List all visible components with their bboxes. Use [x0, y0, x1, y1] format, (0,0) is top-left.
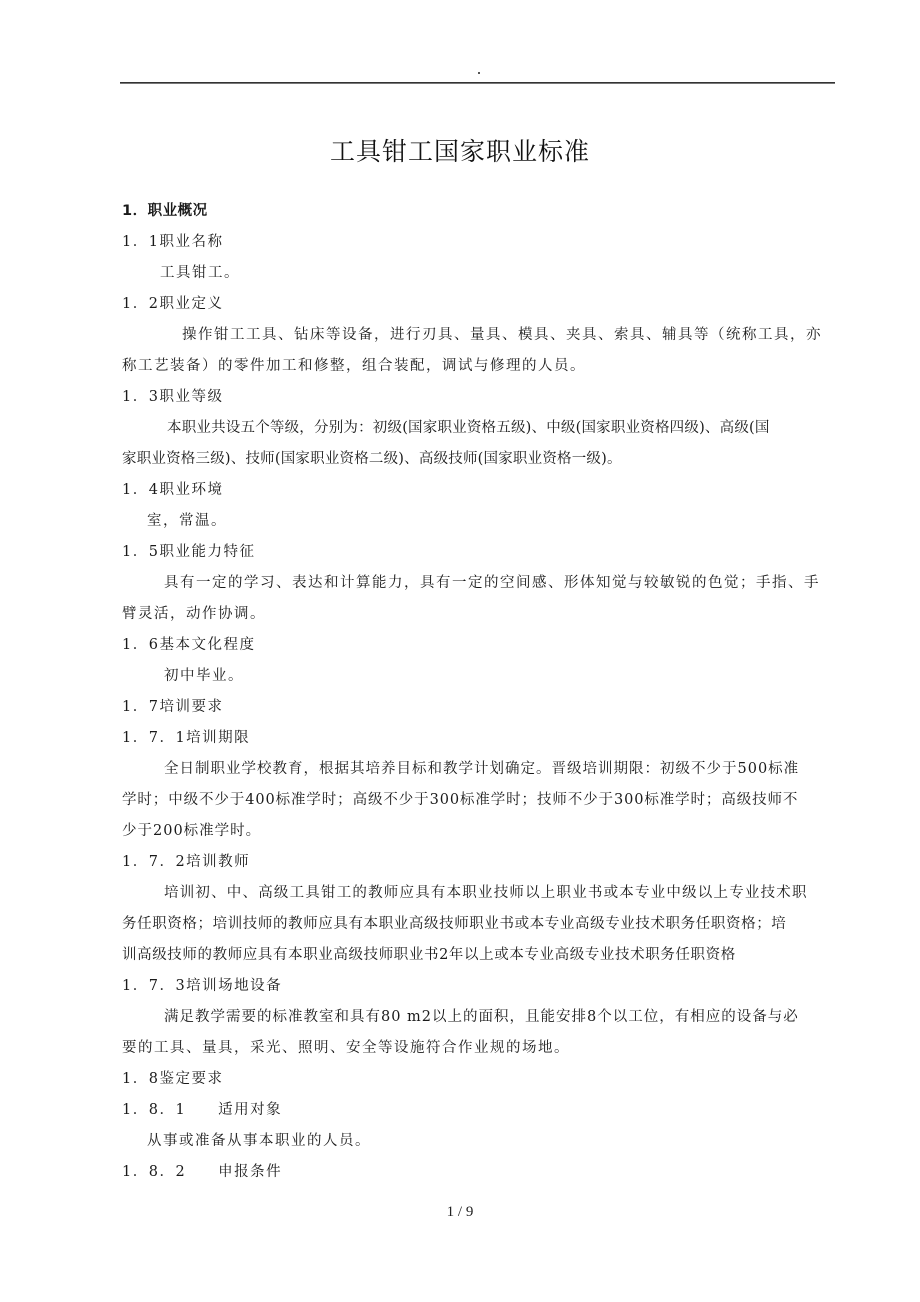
section-body-line: 少于200标准学时。 — [122, 823, 262, 839]
section-body-line: 要的工具、量具，采光、照明、安全等设施符合作业规的场地。 — [122, 1040, 570, 1056]
section-heading: 1．8．1 适用对象 — [122, 1102, 283, 1118]
section-heading: 1．7．3培训场地设备 — [122, 978, 283, 994]
section-heading: 1．8．2 申报条件 — [122, 1164, 283, 1180]
section-heading: 1．8鉴定要求 — [122, 1071, 224, 1087]
section-body-line: 全日制职业学校教育，根据其培养目标和教学计划确定。晋级培训期限：初级不少于500标准 — [164, 761, 800, 777]
section-body-line: 家职业资格三级)、技师(国家职业资格二级)、高级技师(国家职业资格一级)。 — [122, 451, 622, 467]
section-heading: 1．7．1培训期限 — [122, 730, 251, 746]
section-heading: 1．1职业名称 — [122, 234, 224, 250]
section-body: 初中毕业。 — [164, 668, 244, 684]
section-heading: 1．7培训要求 — [122, 699, 224, 715]
section-heading: 1．5职业能力特征 — [122, 544, 256, 560]
section-body: 室，常温。 — [147, 513, 227, 529]
header-divider — [120, 82, 835, 84]
section-body-line: 具有一定的学习、表达和计算能力，具有一定的空间感、形体知觉与较敏锐的色觉；手指、手 — [164, 575, 820, 591]
section-body-line: 学时；中级不少于400标准学时；高级不少于300标准学时；技师不少于300标准学时；高级技师不 — [122, 792, 799, 808]
section-heading: 1．3职业等级 — [122, 389, 224, 405]
section-body-line: 训高级技师的教师应具有本职业高级技师职业书2年以上或本专业高级专业技术职务任职资格 — [122, 947, 736, 963]
section-heading: 1．职业概况 — [122, 203, 208, 219]
section-heading: 1．7．2培训教师 — [122, 854, 251, 870]
section-heading: 1．2职业定义 — [122, 296, 224, 312]
header-mark — [478, 72, 480, 74]
section-body: 工具钳工。 — [160, 265, 240, 281]
page-indicator: 1 / 9 — [446, 1204, 474, 1220]
section-heading: 1．6基本文化程度 — [122, 637, 256, 653]
section-body: 从事或准备从事本职业的人员。 — [147, 1133, 371, 1149]
section-body-line: 培训初、中、高级工具钳工的教师应具有本职业技师以上职业书或本专业中级以上专业技术职 — [164, 885, 808, 901]
section-body-line: 操作钳工工具、钻床等设备，进行刃具、量具、模具、夹具、索具、辅具等（统称工具，亦 — [182, 327, 822, 343]
section-body-line: 臂灵活，动作协调。 — [122, 606, 266, 622]
section-body-line: 务任职资格；培训技师的教师应具有本职业高级技师职业书或本专业高级专业技术职务任职资格；培 — [122, 916, 787, 932]
section-heading: 1．4职业环境 — [122, 482, 224, 498]
section-body-line: 满足教学需要的标准教室和具有80 m2以上的面积，且能安排8个以工位，有相应的设备与必 — [164, 1009, 799, 1025]
document-body — [122, 196, 834, 1188]
section-body-line: 称工艺装备）的零件加工和修整，组合装配，调试与修理的人员。 — [122, 358, 586, 374]
section-body-line: 本职业共设五个等级，分别为：初级(国家职业资格五级)、中级(国家职业资格四级)、高级(国 — [167, 420, 770, 436]
document-title: 工具钳工国家职业标准 — [329, 136, 590, 166]
